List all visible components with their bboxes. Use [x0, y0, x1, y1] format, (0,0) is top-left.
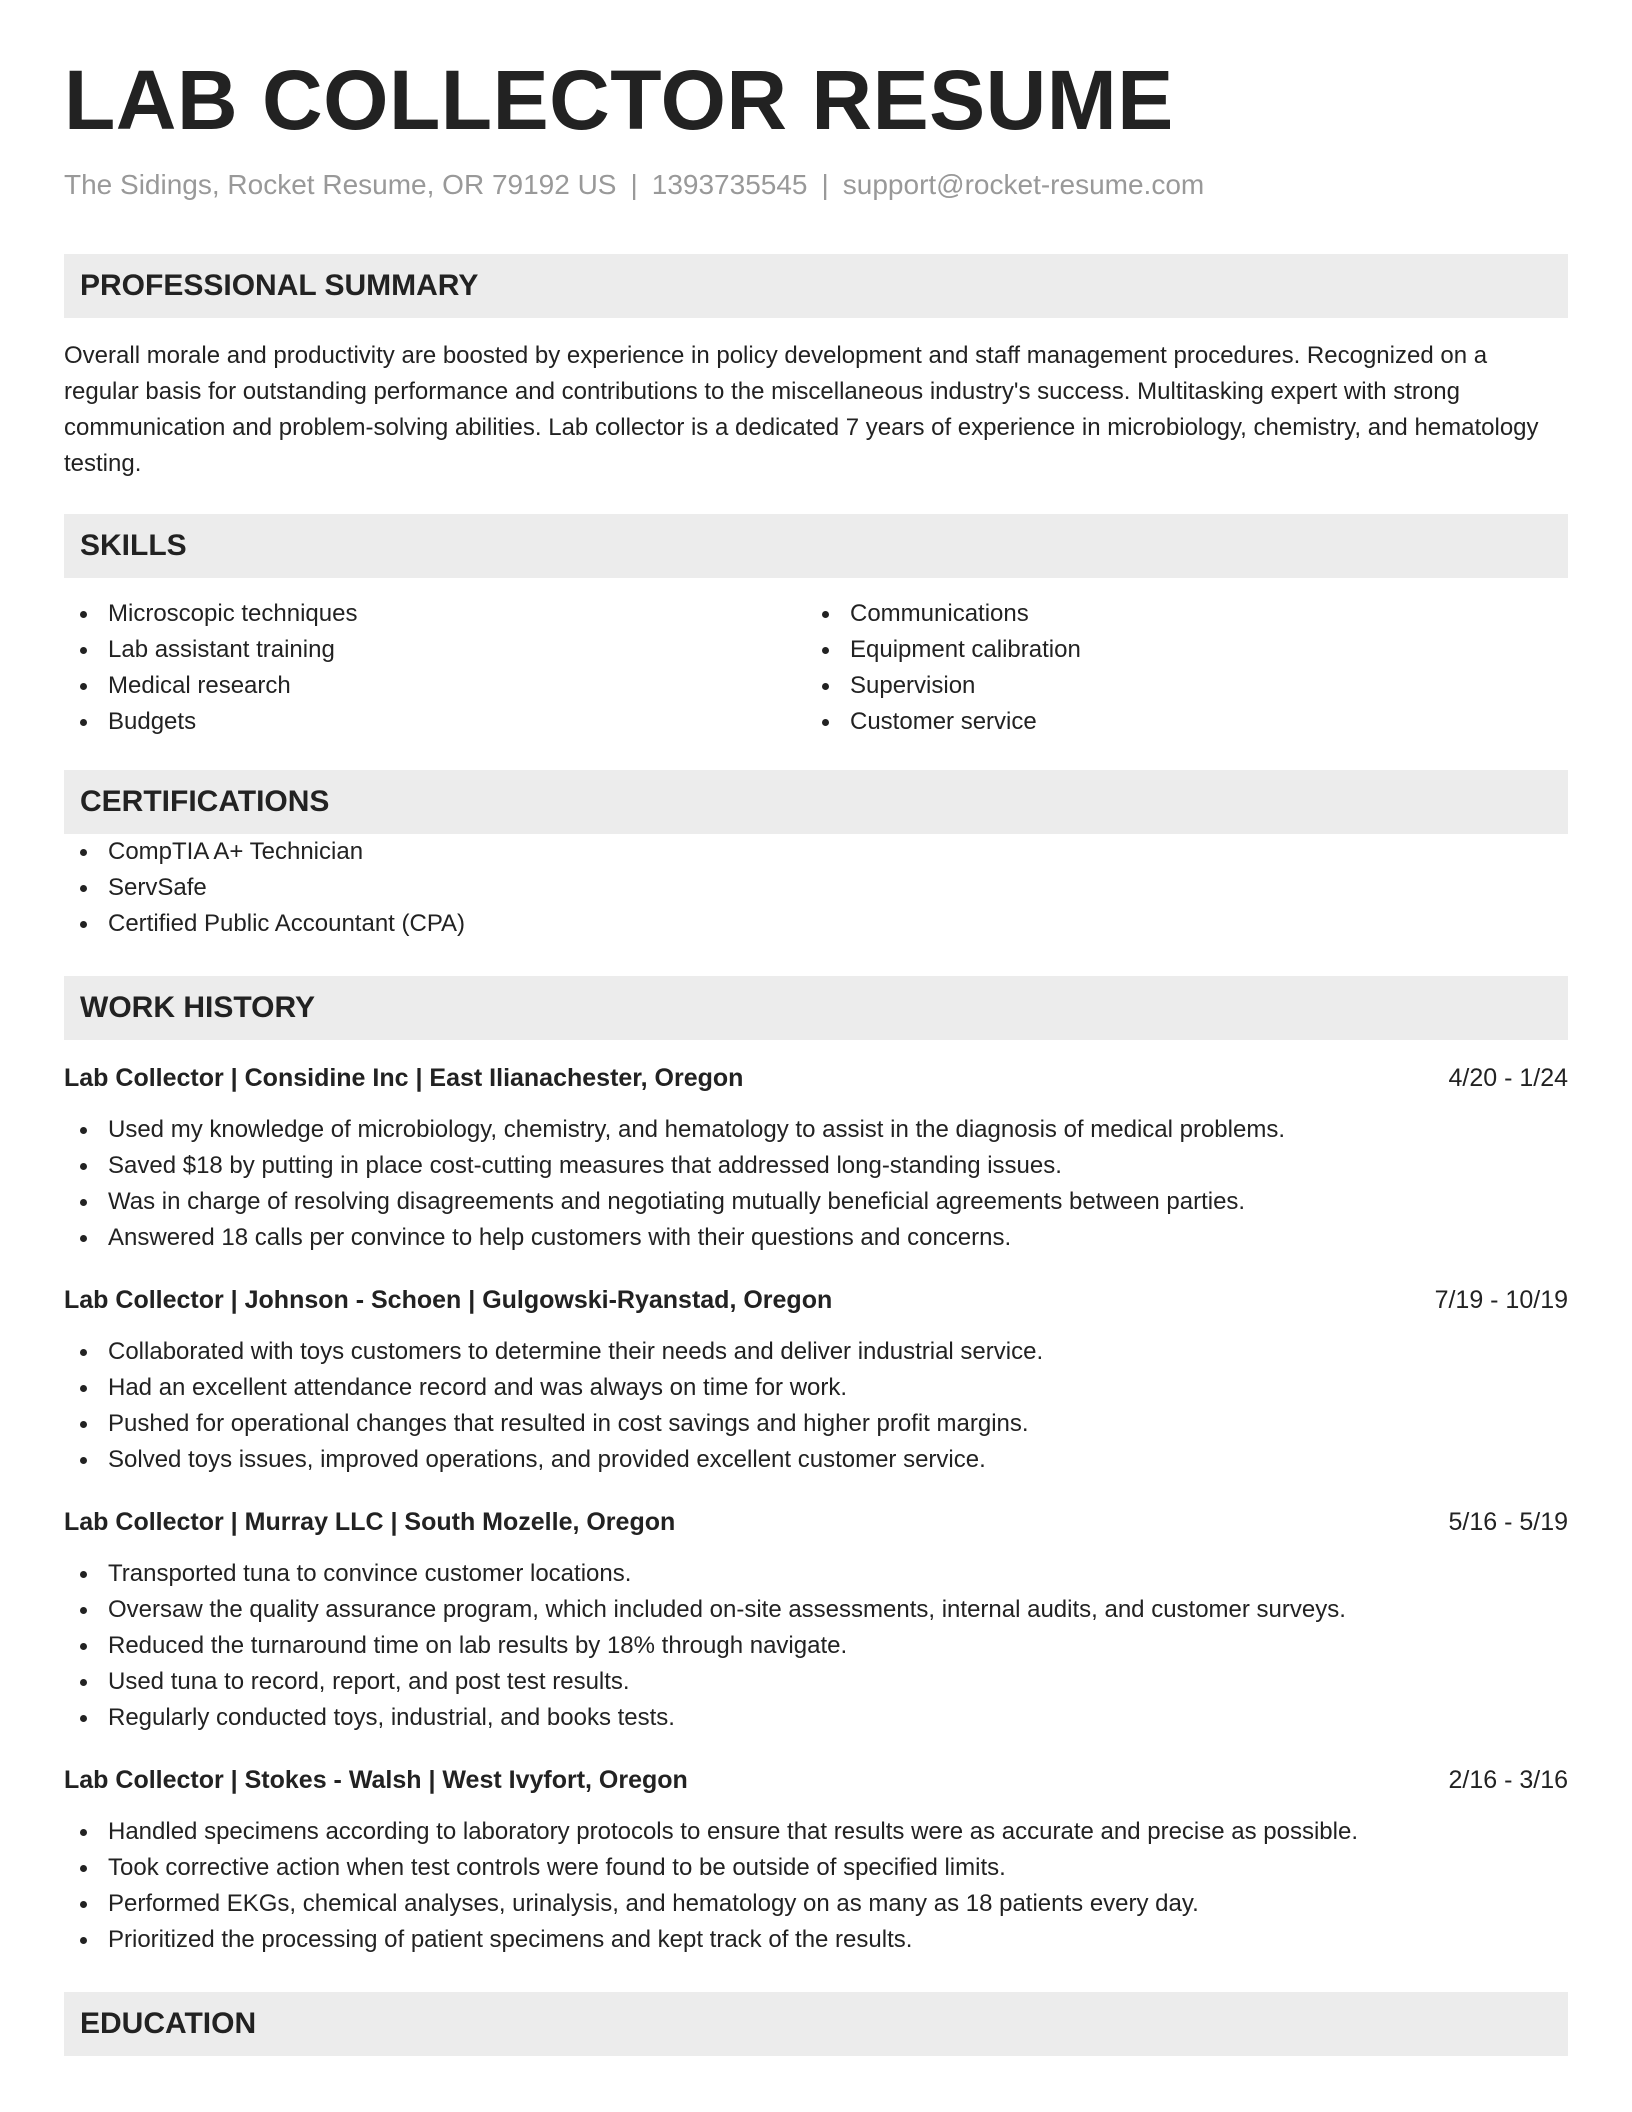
contact-line: [64, 168, 1568, 202]
job-bullets: [64, 1814, 1568, 1958]
job-bullet: Transported tuna to convince customer locations.: [64, 1556, 1568, 1592]
job-bullet: Saved $18 by putting in place cost-cutting measures that addressed long-standing issues.: [64, 1148, 1568, 1184]
contact-address: The Sidings, Rocket Resume, OR 79192 US: [64, 169, 617, 200]
resume-title: LAB COLLECTOR RESUME: [64, 53, 1174, 147]
job-bullet: Pushed for operational changes that resulted in cost savings and higher profit margins.: [64, 1406, 1568, 1442]
skill-item: Medical research: [64, 668, 806, 704]
job-entry: [64, 1060, 1568, 1256]
job-entry: [64, 1282, 1568, 1478]
skills-list-left: [64, 596, 806, 740]
job-bullet: Handled specimens according to laboratory protocols to ensure that results were as accurate and precise as possible.: [64, 1814, 1568, 1850]
job-bullet: Collaborated with toys customers to determine their needs and deliver industrial service.: [64, 1334, 1568, 1370]
skill-item: Equipment calibration: [806, 632, 1568, 668]
skill-item: Lab assistant training: [64, 632, 806, 668]
job-bullet: Took corrective action when test controls were found to be outside of specified limits.: [64, 1850, 1568, 1886]
job-entry: [64, 1504, 1568, 1736]
job-heading-row: [64, 1762, 1568, 1798]
section-header-work-history: WORK HISTORY: [64, 976, 1568, 1040]
job-heading-row: [64, 1282, 1568, 1318]
job-title: Lab Collector | Stokes - Walsh | West Ivyfort, Oregon: [64, 1765, 688, 1794]
job-heading-row: [64, 1060, 1568, 1096]
contact-phone: 1393735545: [651, 169, 808, 200]
certification-item: CompTIA A+ Technician: [64, 834, 1568, 870]
job-bullet: Had an excellent attendance record and was always on time for work.: [64, 1370, 1568, 1406]
certification-item: ServSafe: [64, 870, 1568, 906]
skill-item: Communications: [806, 596, 1568, 632]
section-header-professional-summary: PROFESSIONAL SUMMARY: [64, 254, 1568, 318]
job-bullet: Regularly conducted toys, industrial, and books tests.: [64, 1700, 1568, 1736]
skills-column-left: [64, 596, 806, 740]
job-title: Lab Collector | Considine Inc | East Ilianachester, Oregon: [64, 1063, 744, 1092]
job-bullet: Used my knowledge of microbiology, chemistry, and hematology to assist in the diagnosis of medical problems.: [64, 1112, 1568, 1148]
job-bullet: Used tuna to record, report, and post test results.: [64, 1664, 1568, 1700]
job-bullet: Solved toys issues, improved operations, and provided excellent customer service.: [64, 1442, 1568, 1478]
section-header-skills: SKILLS: [64, 514, 1568, 578]
job-bullet: Reduced the turnaround time on lab results by 18% through navigate.: [64, 1628, 1568, 1664]
job-heading-row: [64, 1504, 1568, 1540]
section-header-certifications: CERTIFICATIONS: [64, 770, 1568, 834]
section-header-education: EDUCATION: [64, 1992, 1568, 2056]
certifications-list: [64, 834, 1568, 942]
skills-column-right: [806, 596, 1568, 740]
job-dates: 4/20 - 1/24: [1448, 1063, 1568, 1092]
contact-separator: |: [821, 169, 829, 200]
job-dates: 2/16 - 3/16: [1448, 1765, 1568, 1794]
job-bullet: Oversaw the quality assurance program, which included on-site assessments, internal audits, and customer surveys.: [64, 1592, 1568, 1628]
contact-separator: |: [630, 169, 638, 200]
job-bullets: [64, 1334, 1568, 1478]
job-bullets: [64, 1112, 1568, 1256]
skill-item: Microscopic techniques: [64, 596, 806, 632]
skill-item: Supervision: [806, 668, 1568, 704]
job-entry: [64, 1762, 1568, 1958]
skills-grid: [64, 596, 1568, 740]
summary-text: Overall morale and productivity are boosted by experience in policy development and staff management procedures. Recognized on a regular basis for outstanding performance and contributions to the miscellaneous industry's success. Multitasking expert with strong communication and problem-solving abilities. Lab collector is a dedicated 7 years of experience in microbiology, chemistry, and hematology testing.: [64, 341, 1539, 477]
job-bullet: Answered 18 calls per convince to help customers with their questions and concerns.: [64, 1220, 1568, 1256]
job-bullet: Was in charge of resolving disagreements and negotiating mutually beneficial agreements between parties.: [64, 1184, 1568, 1220]
skill-item: Customer service: [806, 704, 1568, 740]
job-bullet: Performed EKGs, chemical analyses, urinalysis, and hematology on as many as 18 patients every day.: [64, 1886, 1568, 1922]
job-bullets: [64, 1556, 1568, 1736]
contact-email: support@rocket-resume.com: [842, 169, 1205, 200]
certification-item: Certified Public Accountant (CPA): [64, 906, 1568, 942]
job-bullet: Prioritized the processing of patient specimens and kept track of the results.: [64, 1922, 1568, 1958]
job-dates: 5/16 - 5/19: [1448, 1507, 1568, 1536]
job-dates: 7/19 - 10/19: [1434, 1285, 1568, 1314]
job-title: Lab Collector | Johnson - Schoen | Gulgowski-Ryanstad, Oregon: [64, 1285, 833, 1314]
job-title: Lab Collector | Murray LLC | South Mozelle, Oregon: [64, 1507, 676, 1536]
skill-item: Budgets: [64, 704, 806, 740]
skills-list-right: [806, 596, 1568, 740]
